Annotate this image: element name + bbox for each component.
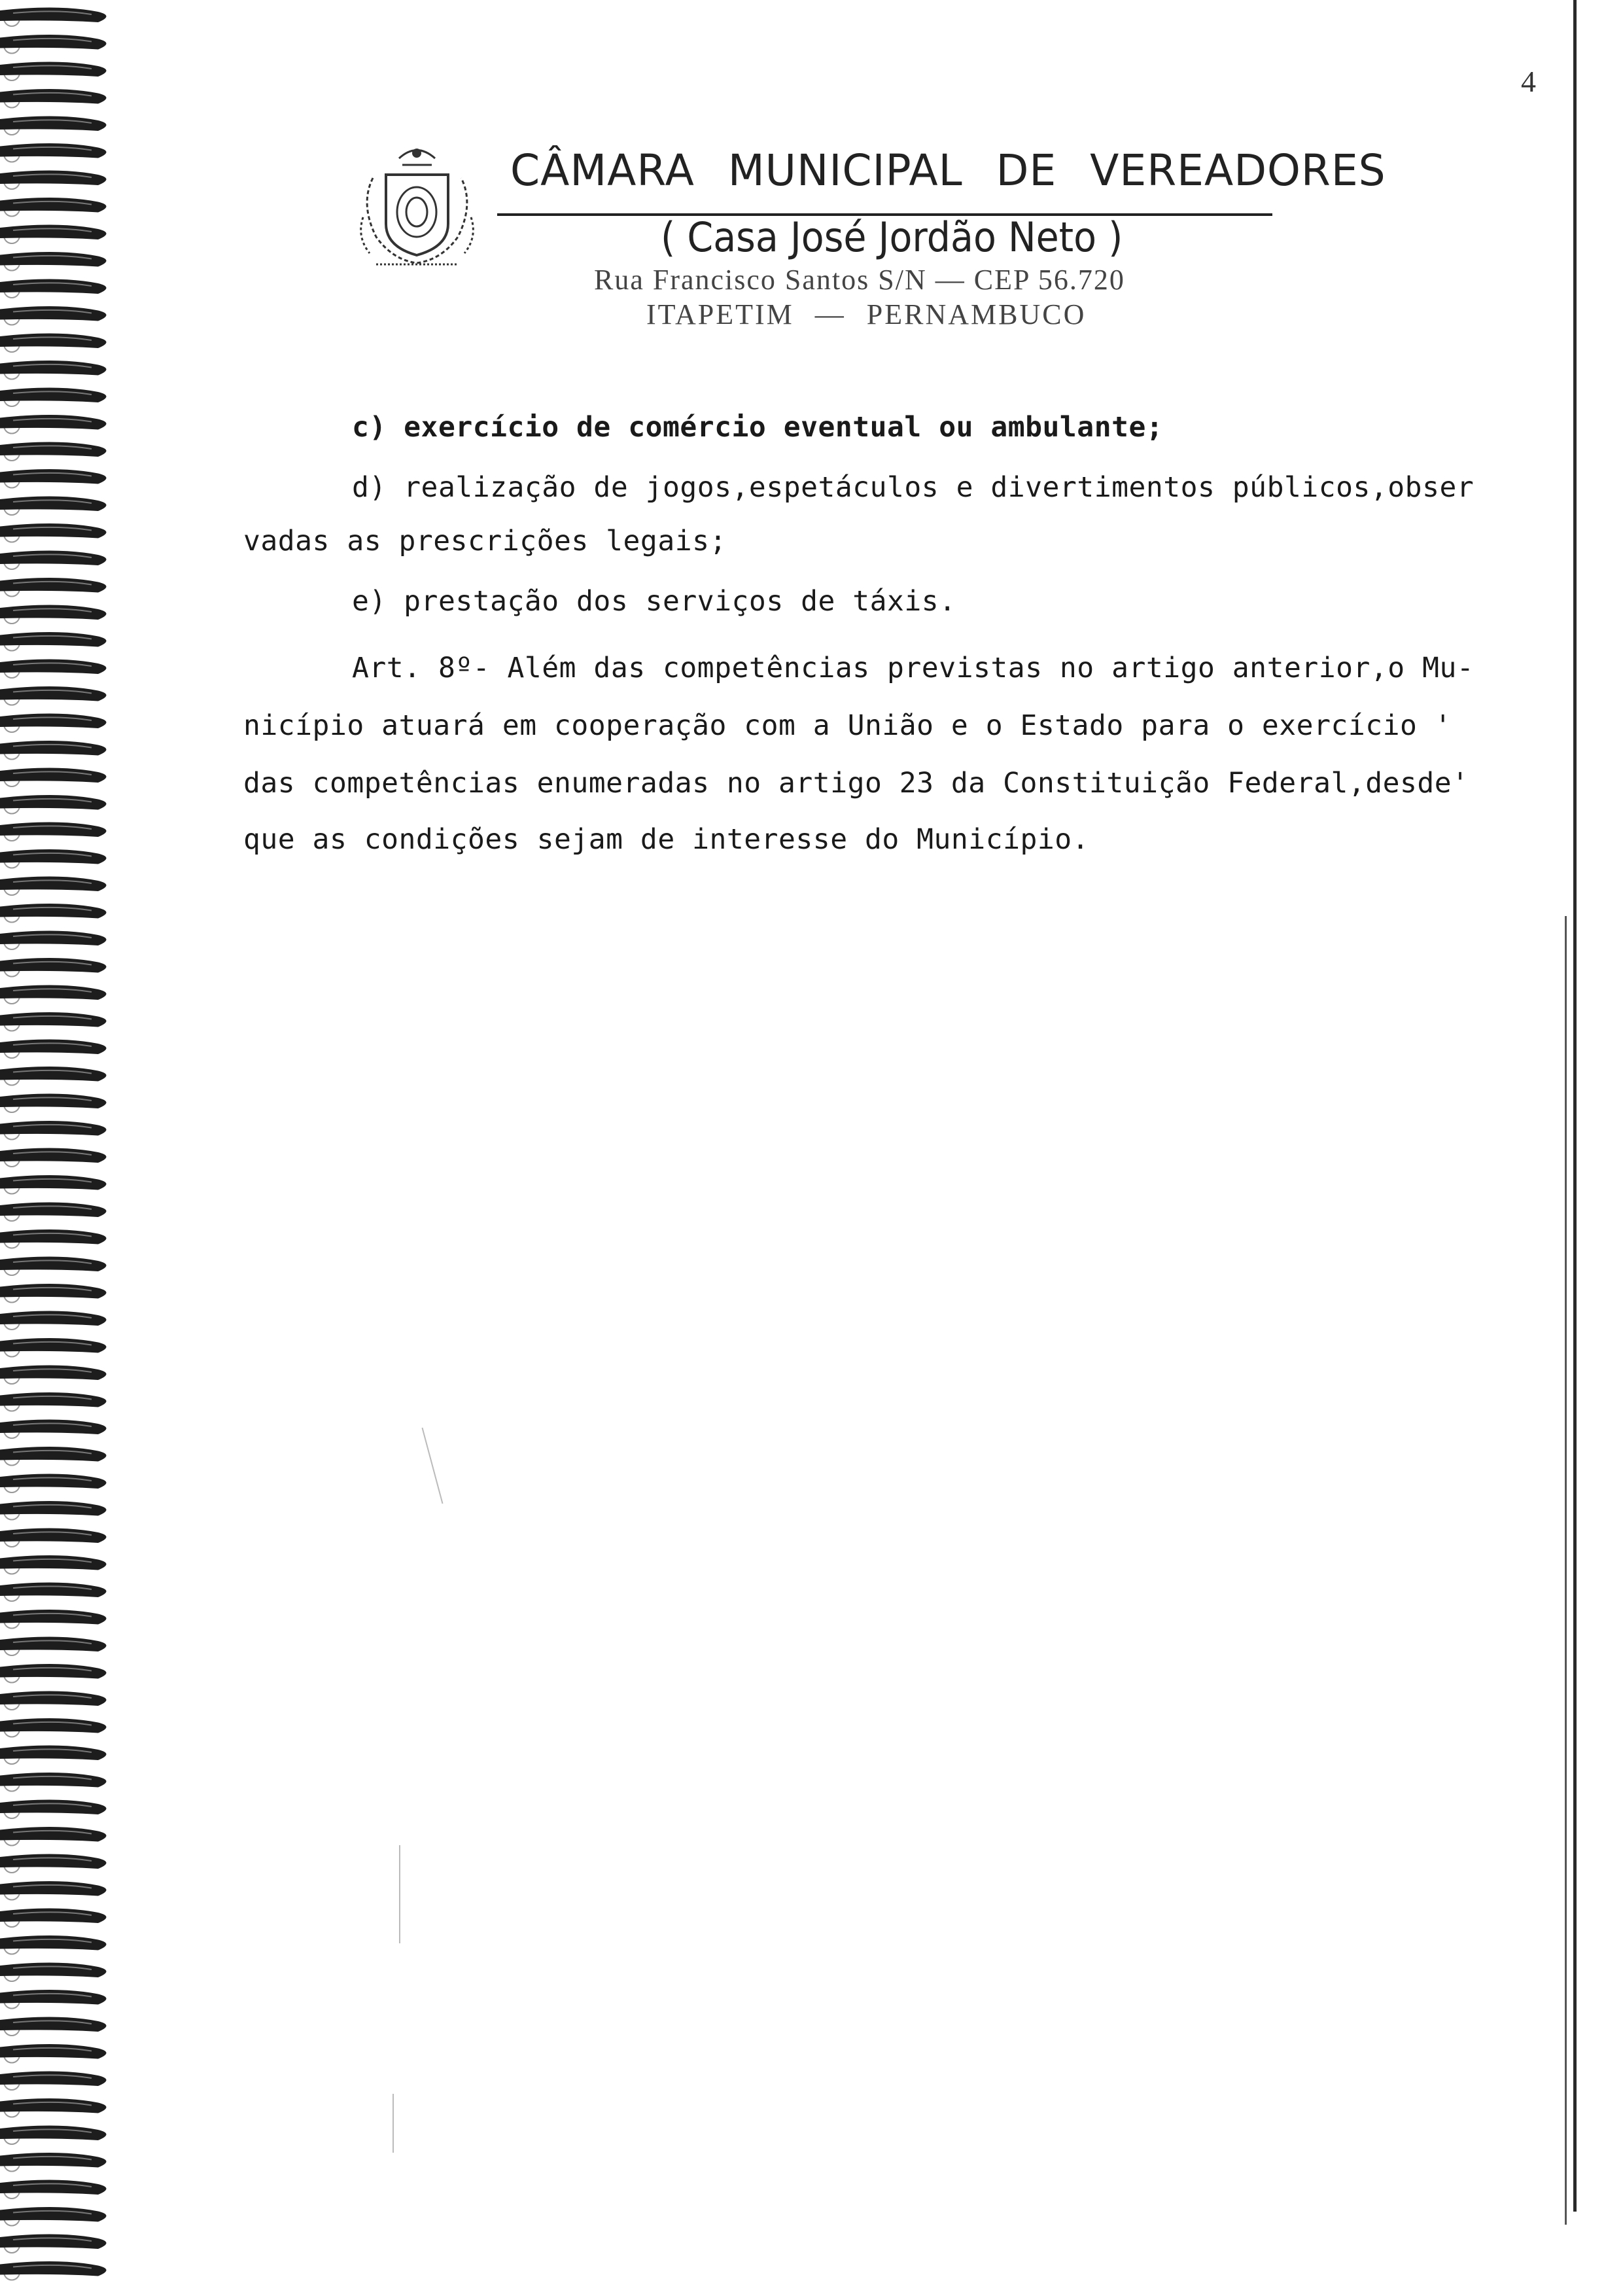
article-8-line-1: Art. 8º- Além das competências previstas no artigo anterior,o Mu-: [352, 652, 1475, 684]
binding-coil: [0, 62, 107, 77]
binding-coil: [0, 2044, 107, 2059]
binding-coil: [0, 1474, 107, 1489]
binding-coil: [0, 1691, 107, 1706]
binding-coil: [0, 1582, 107, 1597]
binding-coil: [0, 1093, 107, 1108]
binding-coil: [0, 1773, 107, 1788]
binding-coil: [0, 252, 107, 267]
municipal-coat-of-arms-icon: [347, 139, 487, 276]
binding-coil: [0, 1284, 107, 1299]
binding-coil: [0, 659, 107, 674]
binding-coil: [0, 387, 107, 402]
binding-coil: [0, 469, 107, 484]
binding-coil: [0, 1447, 107, 1462]
binding-coil: [0, 1256, 107, 1271]
binding-coil: [0, 1392, 107, 1407]
binding-coil: [0, 170, 107, 185]
binding-coil: [0, 361, 107, 376]
binding-coil: [0, 224, 107, 239]
binding-coil: [0, 849, 107, 864]
binding-coil: [0, 2261, 107, 2276]
binding-coil: [0, 985, 107, 1000]
binding-coil: [0, 1664, 107, 1679]
binding-coil: [0, 306, 107, 321]
binding-coil: [0, 1175, 107, 1190]
binding-coil: [0, 1962, 107, 1977]
binding-coil: [0, 35, 107, 50]
item-d-line-2: vadas as prescrições legais;: [243, 525, 727, 557]
binding-coil: [0, 605, 107, 620]
binding-coil: [0, 1121, 107, 1136]
binding-coil: [0, 143, 107, 158]
binding-coil: [0, 523, 107, 539]
binding-coil: [0, 632, 107, 647]
letterhead-title: CÂMARA MUNICIPAL DE VEREADORES: [510, 145, 1386, 196]
binding-coil: [0, 1067, 107, 1082]
binding-coil: [0, 198, 107, 213]
binding-coil: [0, 333, 107, 348]
binding-coil: [0, 930, 107, 945]
binding-coil: [0, 1881, 107, 1896]
binding-coil: [0, 1718, 107, 1733]
binding-coil: [0, 2071, 107, 2086]
binding-coil: [0, 1419, 107, 1434]
binding-coil: [0, 550, 107, 565]
binding-coil: [0, 89, 107, 104]
binding-coil: [0, 2017, 107, 2032]
binding-coil: [0, 1745, 107, 1760]
binding-coil: [0, 2125, 107, 2140]
binding-coil: [0, 876, 107, 891]
binding-coil: [0, 1039, 107, 1054]
item-e: e) prestação dos serviços de táxis.: [352, 585, 956, 618]
binding-coil: [0, 1229, 107, 1245]
binding-coil: [0, 2207, 107, 2222]
page-number: 4: [1521, 65, 1536, 98]
binding-coil: [0, 1908, 107, 1923]
scan-artifact: [399, 1845, 400, 1943]
letterhead-subtitle: ( Casa José Jordão Neto ): [661, 213, 1123, 261]
binding-coil: [0, 496, 107, 511]
binding-coil: [0, 1202, 107, 1217]
item-d-line-1: d) realização de jogos,espetáculos e divertimentos públicos,obser: [352, 471, 1475, 504]
binding-coil: [0, 1610, 107, 1625]
binding-coil: [0, 904, 107, 919]
binding-coil: [0, 958, 107, 973]
binding-coil: [0, 442, 107, 457]
binding-coil: [0, 1012, 107, 1027]
binding-coil: [0, 1799, 107, 1814]
binding-coil: [0, 795, 107, 810]
binding-coil: [0, 713, 107, 728]
binding-coil: [0, 116, 107, 131]
binding-coil: [0, 686, 107, 701]
article-8-line-4: que as condições sejam de interesse do Município.: [243, 823, 1090, 856]
binding-coil: [0, 1990, 107, 2005]
binding-coil: [0, 1528, 107, 1543]
letterhead-address: Rua Francisco Santos S/N — CEP 56.720: [594, 264, 1125, 296]
binding-coil: [0, 1148, 107, 1163]
binding-coil: [0, 1338, 107, 1353]
page-edge-shadow: [1573, 0, 1577, 2212]
item-c: c) exercício de comércio eventual ou ambulante;: [352, 411, 1164, 444]
letterhead-city: ITAPETIM — PERNAMBUCO: [646, 298, 1087, 330]
binding-coil: [0, 415, 107, 430]
article-8-line-2: nicípio atuará em cooperação com a União e o Estado para o exercício ': [243, 709, 1452, 742]
binding-coil: [0, 1827, 107, 1842]
binding-coil: [0, 1854, 107, 1869]
binding-coil: [0, 1555, 107, 1570]
binding-coil: [0, 1935, 107, 1951]
spiral-binding: [0, 0, 124, 2296]
binding-coil: [0, 2234, 107, 2249]
binding-coil: [0, 1365, 107, 1380]
binding-coil: [0, 279, 107, 294]
binding-coil: [0, 2180, 107, 2195]
binding-coil: [0, 2098, 107, 2113]
binding-coil: [0, 7, 107, 22]
article-8-line-3: das competências enumeradas no artigo 23 da Constituição Federal,desde': [243, 767, 1469, 800]
binding-coil: [0, 768, 107, 783]
binding-coil: [0, 1311, 107, 1326]
binding-coil: [0, 1636, 107, 1651]
binding-coil: [0, 1501, 107, 1516]
page-edge-shadow-inner: [1565, 916, 1567, 2225]
binding-coil: [0, 2153, 107, 2168]
scan-artifact: [393, 2094, 394, 2153]
binding-coil: [0, 578, 107, 593]
binding-coil: [0, 822, 107, 837]
binding-coil: [0, 741, 107, 756]
scan-artifact: [422, 1428, 444, 1504]
